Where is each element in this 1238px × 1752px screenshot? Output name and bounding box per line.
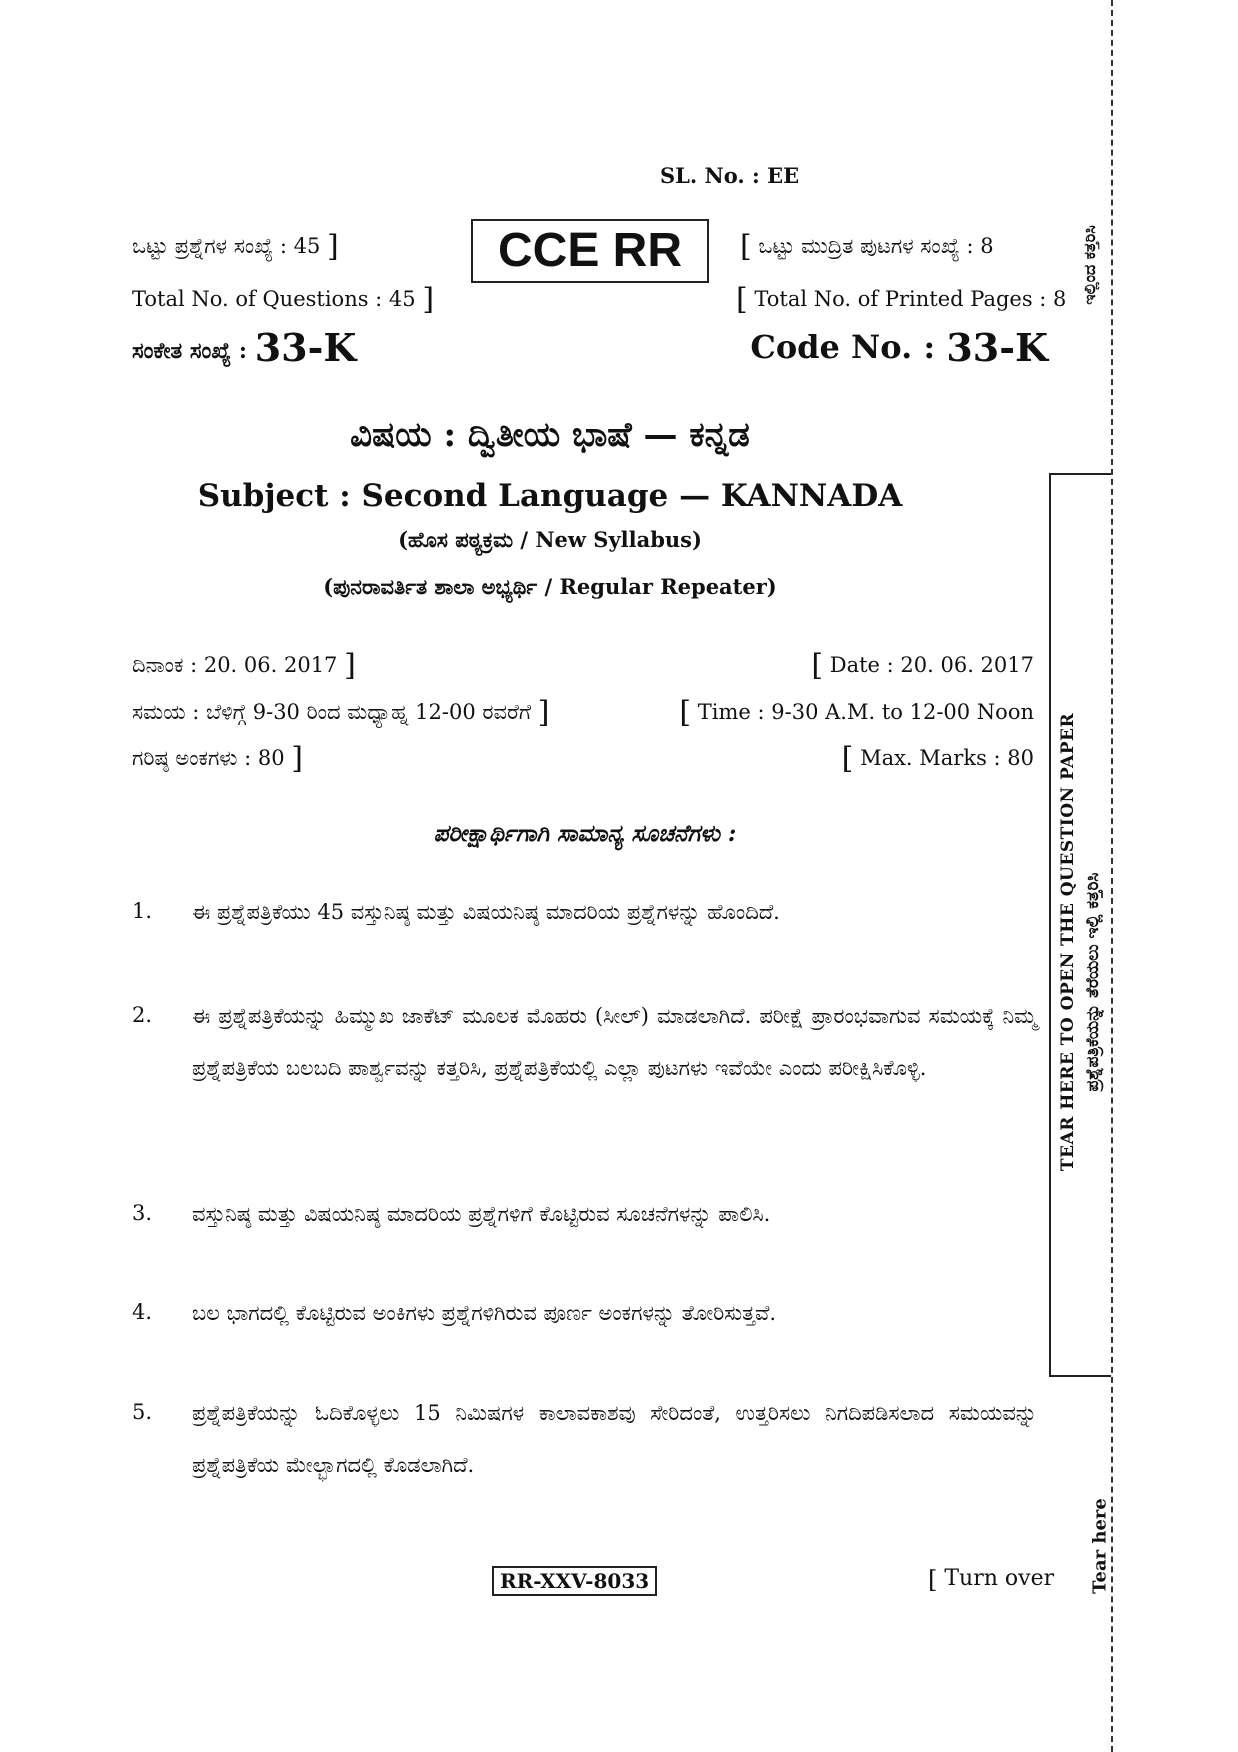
instructions-heading: ಪರೀಕ್ಷಾರ್ಥಿಗಾಗಿ ಸಾಮಾನ್ಯ ಸೂಚನೆಗಳು : (433, 820, 737, 847)
code-number-kn: ಸಂಕೇತ ಸಂಖ್ಯೆ : 33-K (132, 325, 357, 370)
pages-count-en: [ Total No. of Printed Pages : 8 (736, 282, 1067, 317)
tear-label-kn: ಪ್ರಶ್ನೆಪತ್ರಿಕೆಯನ್ನು ತೆರೆಯಲು ಇಲ್ಲಿ ಕತ್ತರಿಸಿ (1083, 872, 1103, 1092)
tear-here-label: Tear here (1089, 1498, 1111, 1594)
time-en: [ Time : 9-30 A.M. to 12-00 Noon (679, 695, 1034, 730)
time-kn: ಸಮಯ : ಬೆಳಿಗ್ಗೆ 9-30 ರಿಂದ ಮಧ್ಯಾಹ್ನ 12-00 ರವರೆಗೆ ] (132, 695, 550, 730)
code-number-en: Code No. : 33-K (750, 325, 1048, 370)
syllabus-line: (ಹೊಸ ಪಠ್ಯಕ್ರಮ / New Syllabus) (398, 527, 702, 552)
subject-title-en: Subject : Second Language — KANNADA (197, 478, 903, 514)
pages-count-kn: [ ಒಟ್ಟು ಮುದ್ರಿತ ಪುಟಗಳ ಸಂಖ್ಯೆ : 8 (740, 229, 994, 264)
turn-over-note: [ Turn over (928, 1566, 1055, 1594)
tear-label-en: TEAR HERE TO OPEN THE QUESTION PAPER (1058, 712, 1078, 1172)
candidate-type-line: (ಪುನರಾವರ್ತಿತ ಶಾಲಾ ಅಭ್ಯರ್ಥಿ / Regular Repeater) (323, 574, 777, 599)
marks-en: [ Max. Marks : 80 (841, 741, 1034, 776)
questions-count-en: Total No. of Questions : 45 ] (132, 282, 435, 317)
subject-title-kn: ವಿಷಯ : ದ್ವಿತೀಯ ಭಾಷೆ — ಕನ್ನಡ (350, 415, 750, 455)
date-en: [ Date : 20. 06. 2017 (811, 648, 1034, 683)
instruction-item: 4. ಬಲ ಭಾಗದಲ್ಲಿ ಕೊಟ್ಟಿರುವ ಅಂಕಿಗಳು ಪ್ರಶ್ನೆಗಳಿಗಿರುವ ಪೂರ್ಣ ಅಂಕಗಳನ್ನು ತೋರಿಸುತ್ತವೆ. (132, 1300, 777, 1325)
marks-kn: ಗರಿಷ್ಠ ಅಂಕಗಳು : 80 ] (132, 741, 303, 776)
tear-label-top-kn: ಇಲ್ಲಿಂದ ಕತ್ತರಿಸಿ (1080, 225, 1099, 305)
instruction-item: 1. ಈ ಪ್ರಶ್ನೆಪತ್ರಿಕೆಯು 45 ವಸ್ತುನಿಷ್ಠ ಮತ್ತು ವಿಷಯನಿಷ್ಠ ಮಾದರಿಯ ಪ್ರಶ್ನೆಗಳನ್ನು ಹೊಂದಿದೆ. (132, 899, 780, 924)
booklet-code: RR-XXV-8033 (492, 1566, 657, 1596)
paper-code-box: CCE RR (471, 219, 709, 283)
instruction-item: 2. ಈ ಪ್ರಶ್ನೆಪತ್ರಿಕೆಯನ್ನು ಹಿಮ್ಮುಖ ಜಾಕೆಟ್ ಮೂಲಕ ಮೊಹರು (ಸೀಲ್) ಮಾಡಲಾಗಿದೆ. ಪರೀಕ್ಷೆ ಪ್ರಾರಂಭವಾಗುವ ಸಮಯಕ್ಕೆ ನಿಮ್ಮ ಪ್ರಶ್ನೆಪತ್ರಿಕೆಯ ಬಲಬದಿ ಪಾರ್ಶ್ವವನ್ನು ಕತ್ತರಿಸಿ, ಪ್ರಶ್ನೆಪತ್ರಿಕೆಯಲ್ಲಿ ಎಲ್ಲಾ ಪುಟಗಳು ಇವೆಯೇ ಎಂದು ಪರೀಕ್ಷಿಸಿಕೊಳ್ಳಿ. (132, 1003, 1037, 1080)
date-kn: ದಿನಾಂಕ : 20. 06. 2017 ] (132, 648, 356, 683)
questions-count-kn: ಒಟ್ಟು ಪ್ರಶ್ನೆಗಳ ಸಂಖ್ಯೆ : 45 ] (132, 229, 339, 264)
instruction-item: 3. ವಸ್ತುನಿಷ್ಠ ಮತ್ತು ವಿಷಯನಿಷ್ಠ ಮಾದರಿಯ ಪ್ರಶ್ನೆಗಳಿಗೆ ಕೊಟ್ಟಿರುವ ಸೂಚನೆಗಳನ್ನು ಪಾಲಿಸಿ. (132, 1201, 771, 1226)
tear-dashed-line[interactable] (1111, 0, 1113, 1752)
serial-number: SL. No. : EE (660, 163, 800, 188)
instruction-item: 5. ಪ್ರಶ್ನೆಪತ್ರಿಕೆಯನ್ನು ಓದಿಕೊಳ್ಳಲು 15 ನಿಮಿಷಗಳ ಕಾಲಾವಕಾಶವು ಸೇರಿದಂತೆ, ಉತ್ತರಿಸಲು ನಿಗದಿಪಡಿಸಲಾದ ಸಮಯವನ್ನು ಪ್ರಶ್ನೆಪತ್ರಿಕೆಯ ಮೇಲ್ಭಾಗದಲ್ಲಿ ಕೊಡಲಾಗಿದೆ. (132, 1400, 1037, 1477)
